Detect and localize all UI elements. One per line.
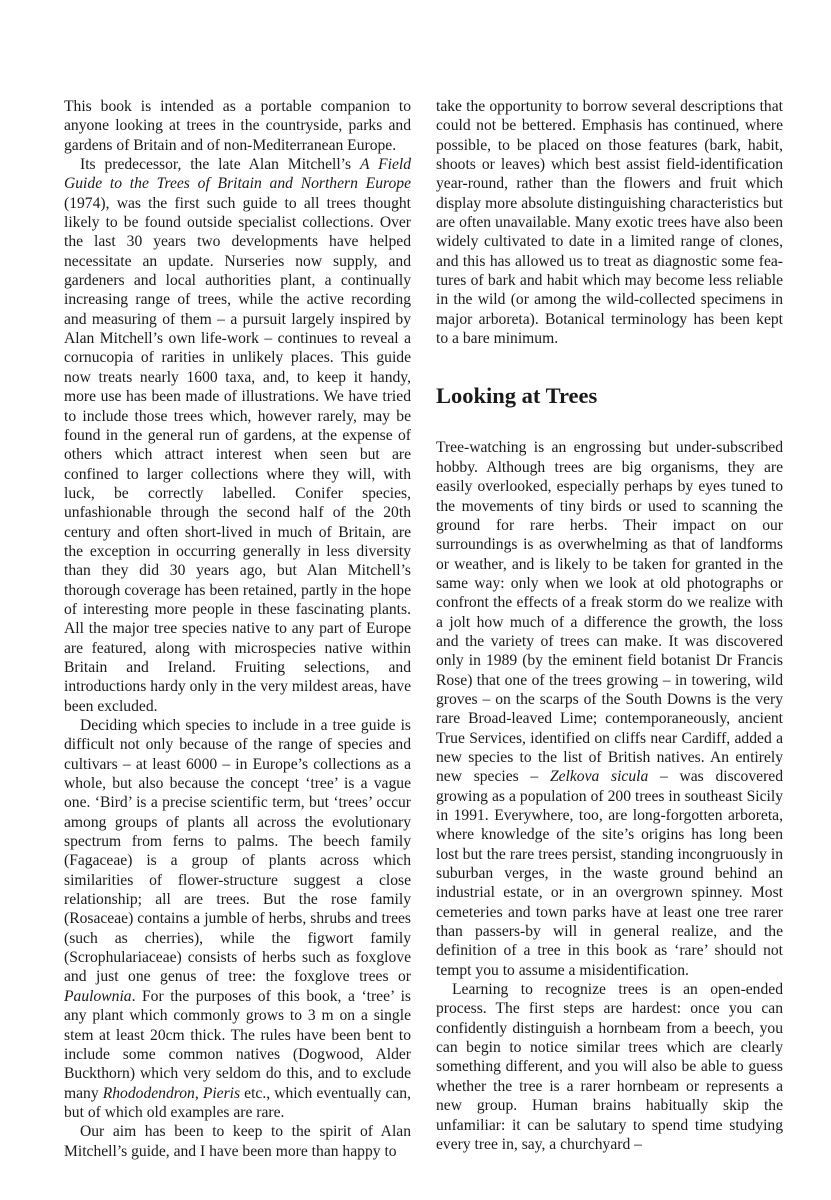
species-selection-paragraph: Deciding which species to include in a tree guide is difficult not only because of the range of species and cultivars – at least 6000 – in Europe’s collections as a whole, but also because the concept ‘tree’ is a vague one. ‘Bird’ is a precise scientific term, but ‘trees’ occur among groups of plants all across the evolutionary spectrum from ferns to palms. The beech family (Fagaceae) is a group of plants across which similarities of flower-structure suggest a close relationship; all are trees. But the rose family (Rosaceae) contains a jumble of herbs, shrubs and trees (such as cherries), while the figwort family (Scrophulariaceae) consists of herbs such as foxglove and just one genus of tree: the foxglove trees or Paulownia. For the purposes of this book, a ‘tree’ is any plant which commonly grows to 3 m on a single stem at least 20cm thick. The rules have been bent to include some common natives (Dogwood, Alder Buckthorn) which very seldom do this, and to exclude many Rhododendron, Pieris etc., which eventually can, but of which old examples are rare.: [64, 717, 411, 1121]
tree-watching-paragraph: Tree-watching is an engrossing but under-subscribed hobby. Although trees are big organisms, they are easily overlooked, especially perhaps by eyes tuned to the movements of tiny birds or used to scanning the ground for rare herbs. Their impact on our surroundings is as overwhelming as that of landforms or weather, and is likely to be taken for granted in the same way: only when we look at old photographs or confront the effects of a freak storm do we realize with a jolt how much of a difference the growth, the loss and the variety of trees can make. It was discovered only in 1989 (by the eminent field botanist Dr Francis Rose) that one of the trees growing – in towering, wild groves – on the scarps of the South Downs is the very rare Broad-leaved Lime; contemporaneously, ancient True Services, identified on cliffs near Cardiff, added a new species to the list of British natives. An entirely new species – Zelkova sicula – was discovered growing as a population of 200 trees in southeast Sicily in 1991. Everywhere, too, are long-forgotten arboreta, where knowledge of the site’s origins has long been lost but the rare trees persist, standing incongruously in suburban verges, in the waste ground behind an industrial estate, or in an overgrown spinney. Most cemeteries and town parks have at least one tree rarer than passers-by will in general realize, and the definition of a tree in this book as ‘rare’ should not tempt you to assume a misidentification.: [436, 439, 783, 979]
species-zelkova: Zelkova sicula: [549, 768, 649, 786]
book-title: A Field Guide to the Trees of Britain and Northern Europe: [64, 156, 411, 193]
section-heading: Looking at Trees: [436, 383, 598, 409]
genus-pieris: Pieris: [202, 1084, 241, 1102]
learning-paragraph: Learning to recognize trees is an open-ended process. The first steps are hardest: once you can confidently distinguish a hornbeam from a beech, you can begin to notice similar trees which are clearly something different, and you will also be able to guess whether the tree is a rarer hornbeam or represents a new group. Human brains habitually skip the unfamiliar: it can be salutary to spend time studying every tree in, say, a churchyard –: [436, 981, 783, 1153]
predecessor-paragraph: Its predecessor, the late Alan Mitchell’s A Field Guide to the Trees of Britain and Northern Europe (1974), was the first such guide to all trees thought likely to be found outside specialist collections. Over the last 30 years two developments have helped necessitate an update. Nurseries now supply, and gardeners and local authorities plant, a continually increasing range of trees, while the active recording and measuring of them – a pursuit largely inspired by Alan Mitchell’s own life-work – continues to reveal a cornucopia of rarities in unlikely places. This guide now treats nearly 1600 taxa, and, to keep it handy, more use has been made of illustrations. We have tried to include those trees which, however rarely, may be found in the general run of gardens, at the expense of others which attract interest when seen but are confined to larger collections where they will, with luck, be correctly labelled. Conifer species, unfashionable through the second half of the 20th century and often short-lived in much of Britain, are the exception in occurring generally in less diversity than they did 30 years ago, but Alan Mitchell’s thorough coverage has been retained, partly in the hope of interesting more people in these fascinating plants. All the major tree species native to any part of Europe are featured, along with microspecies native within Britain and Ireland. Fruiting selections, and introductions hardy only in the very mildest areas, have been excluded.: [64, 156, 411, 715]
right-column: [436, 97, 783, 1154]
left-column: [64, 97, 411, 1161]
intro-paragraph: This book is intended as a portable companion to anyone looking at trees in the countryside, parks and gardens of Britain and of non-Mediterranean Europe.: [64, 98, 411, 154]
genus-paulownia: Paulownia: [64, 987, 132, 1005]
aim-paragraph: Our aim has been to keep to the spirit of Alan Mitchell’s guide, and I have been more than happy to: [64, 1123, 411, 1160]
continuation-paragraph: take the opportunity to borrow several descriptions that could not be bettered. Emphasis has continued, where possible, to be placed on those features (bark, habit, shoots or leaves) which best assist field-identification year-round, rather than the flowers and fruit which display more absolute distinguishing characteristics but are often unavailable. Many exotic trees have also been widely cultivated to date in a limited range of clones, and this has allowed us to treat as diagnostic some features of bark and habit which may become less reliable in the wild (or among the wild-collected specimens in major arboreta). Botanical terminology has been kept to a bare minimum.: [436, 98, 783, 348]
genus-rhododendron: Rhododendron: [102, 1084, 195, 1102]
